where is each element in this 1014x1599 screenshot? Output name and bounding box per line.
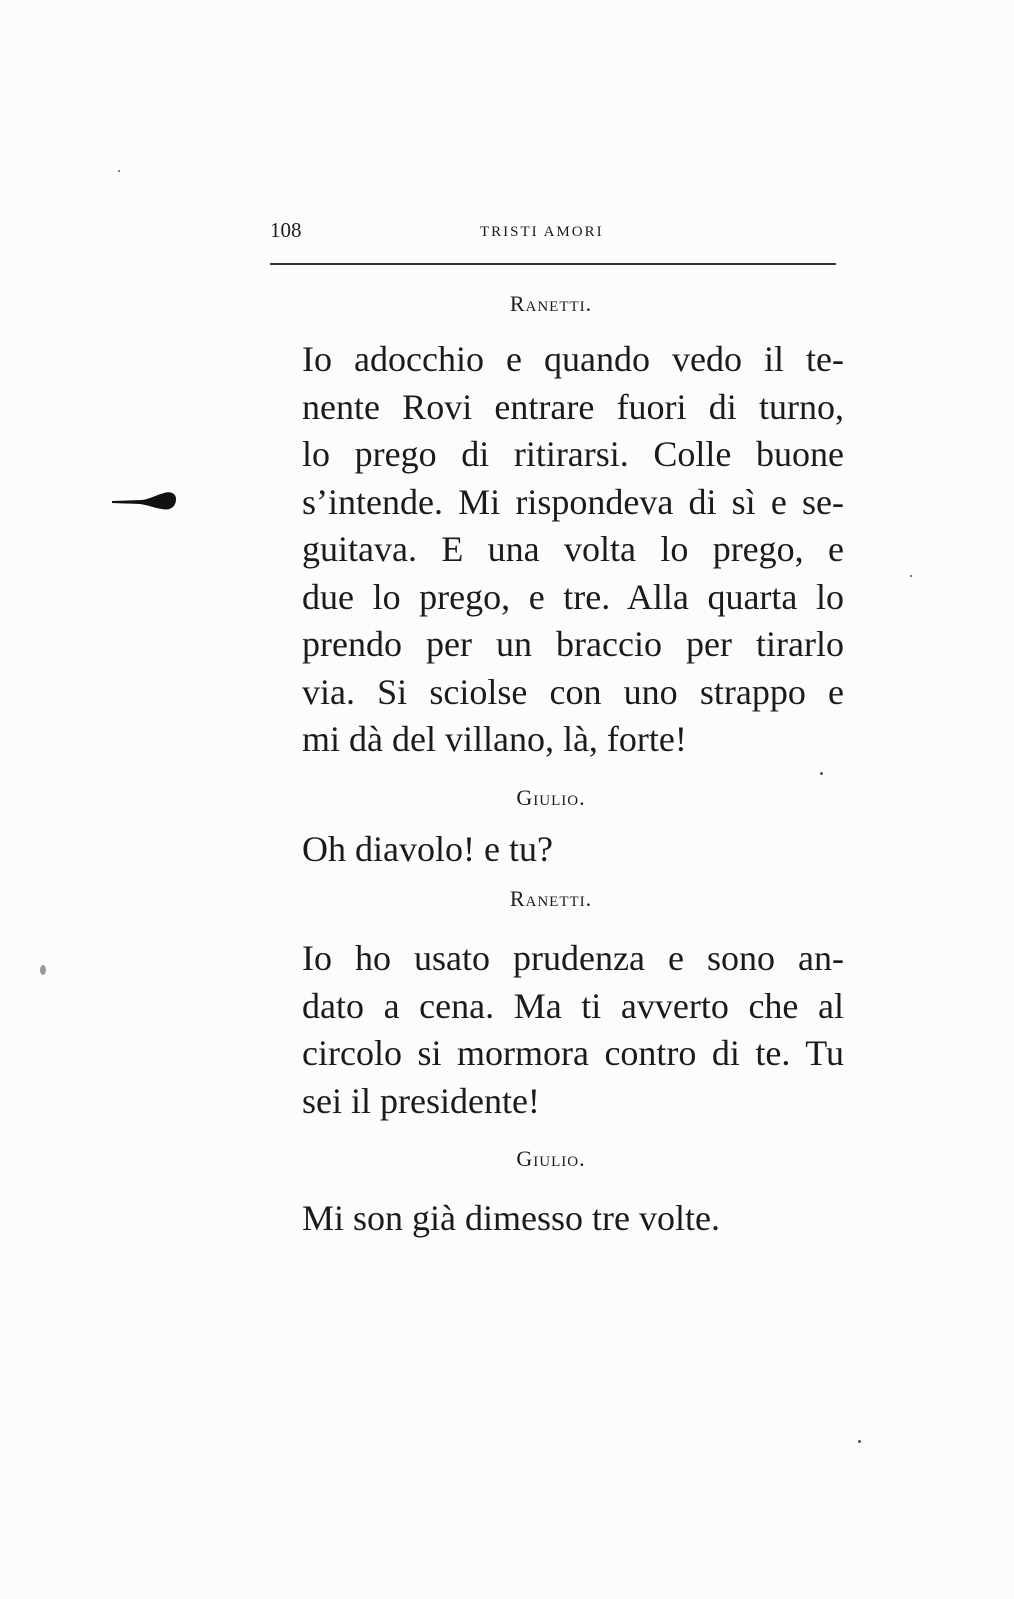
speaker-name: Ranetti. xyxy=(509,886,593,911)
speaker-name: Ranetti. xyxy=(509,291,593,316)
speech-paragraph xyxy=(258,826,844,874)
speech-block xyxy=(258,290,844,764)
text-line: due lo prego, e tre. Alla quarta lo xyxy=(302,576,844,617)
speaker-name: Giulio. xyxy=(516,784,586,810)
text-line: Mi son già dimesso tre volte. xyxy=(302,1198,720,1238)
text-line: circolo si mormora contro di te. Tu xyxy=(302,1033,844,1073)
text-line: Oh diavolo! e tu? xyxy=(302,828,553,869)
page-number: 108 xyxy=(270,218,302,242)
text-line: via. Si sciolse con uno strappo e xyxy=(302,671,844,712)
text-line: dato a cena. Ma ti avverto che al xyxy=(302,985,844,1026)
text-line: Io ho usato prudenza e sono an- xyxy=(302,938,844,978)
speech-block xyxy=(258,784,844,874)
speech-block xyxy=(258,885,844,1125)
speck xyxy=(40,965,46,975)
speck xyxy=(910,575,912,577)
speech-paragraph xyxy=(258,336,844,764)
ink-blot xyxy=(112,487,178,513)
text-line: s’intende. Mi rispondeva di sì e se- xyxy=(302,481,844,522)
header-rule xyxy=(270,263,836,265)
dialogue-text xyxy=(258,290,844,1243)
text-line: prendo per un braccio per tirarlo xyxy=(302,624,844,664)
text-line: mi dà del villano, là, forte! xyxy=(302,719,687,759)
speech-block xyxy=(258,1145,844,1243)
speck xyxy=(858,1440,861,1443)
speck xyxy=(820,772,823,775)
text-line: guitava. E una volta lo prego, e xyxy=(302,529,844,569)
page-header xyxy=(270,218,836,250)
text-line: nente Rovi entrare fuori di turno, xyxy=(302,386,844,427)
speech-paragraph xyxy=(258,935,844,1125)
text-line: lo prego di ritirarsi. Colle buone xyxy=(302,434,844,474)
running-title: TRISTI AMORI xyxy=(480,224,604,240)
speech-paragraph xyxy=(258,1195,844,1243)
speck xyxy=(118,170,120,172)
speaker-name: Giulio. xyxy=(516,1146,586,1171)
text-line: sei il presidente! xyxy=(302,1080,540,1121)
text-line: Io adocchio e quando vedo il te- xyxy=(302,339,844,379)
